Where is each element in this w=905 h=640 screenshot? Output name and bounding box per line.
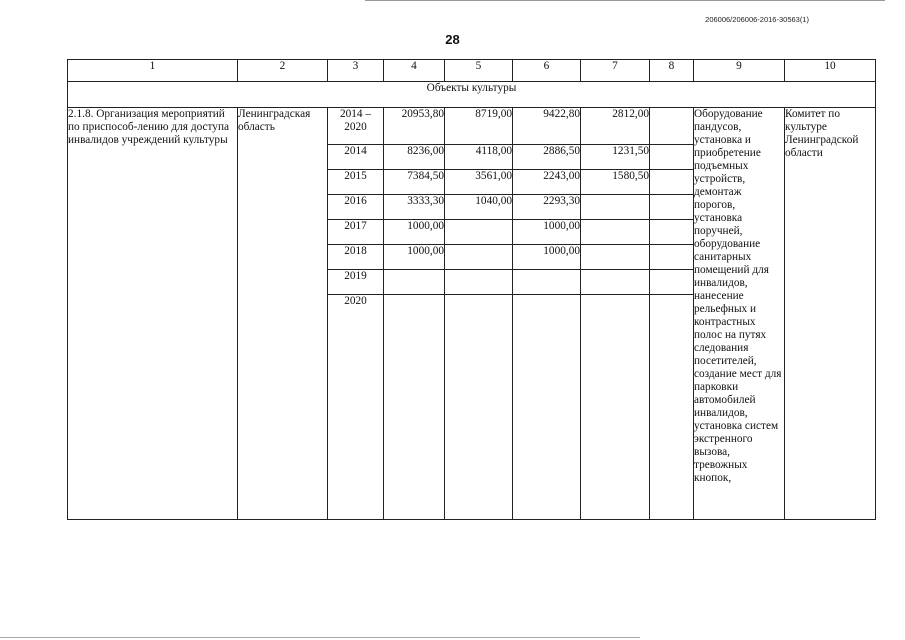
total-cell: 20953,80 bbox=[384, 108, 445, 145]
activity-description: 2.1.8. Организация мероприятий по приспособ-лению для доступа инвалидов учреждений культуры bbox=[68, 108, 238, 520]
value-cell bbox=[581, 270, 650, 295]
value-cell: 1580,50 bbox=[581, 170, 650, 195]
value-cell bbox=[650, 245, 694, 270]
column-header: 7 bbox=[581, 60, 650, 82]
value-cell: 4118,00 bbox=[445, 145, 513, 170]
column-header: 8 bbox=[650, 60, 694, 82]
value-cell bbox=[650, 270, 694, 295]
value-cell: 1000,00 bbox=[513, 220, 581, 245]
total-cell: 7384,50 bbox=[384, 170, 445, 195]
value-cell bbox=[650, 145, 694, 170]
value-cell bbox=[581, 195, 650, 220]
measures-cell: Оборудование пандусов, установка и приобретение подъемных устройств, демонтаж порогов, установка поручней, оборудование санитарных помещений для инвалидов, нанесение рельефных и контрастных полос на путях следования посетителей, создание мест для парковки автомобилей инвалидов, установка систем экстренного вызова, тревожных кнопок, bbox=[694, 108, 785, 520]
value-cell bbox=[650, 295, 694, 520]
value-cell bbox=[513, 270, 581, 295]
total-cell: 8236,00 bbox=[384, 145, 445, 170]
total-cell: 1000,00 bbox=[384, 245, 445, 270]
column-header: 9 bbox=[694, 60, 785, 82]
value-cell bbox=[445, 220, 513, 245]
column-header: 6 bbox=[513, 60, 581, 82]
year-cell: 2020 bbox=[328, 295, 384, 520]
responsible-cell: Комитет по культуре Ленинградской области bbox=[785, 108, 876, 520]
section-title: Объекты культуры bbox=[68, 82, 876, 108]
value-cell: 9422,80 bbox=[513, 108, 581, 145]
year-cell: 2014 – 2020 bbox=[328, 108, 384, 145]
year-cell: 2016 bbox=[328, 195, 384, 220]
year-cell: 2014 bbox=[328, 145, 384, 170]
value-cell: 1000,00 bbox=[513, 245, 581, 270]
total-cell bbox=[384, 295, 445, 520]
value-cell bbox=[581, 220, 650, 245]
value-cell bbox=[581, 295, 650, 520]
table-row bbox=[68, 108, 876, 145]
value-cell: 3561,00 bbox=[445, 170, 513, 195]
value-cell bbox=[650, 220, 694, 245]
year-cell: 2018 bbox=[328, 245, 384, 270]
page-number: 28 bbox=[445, 32, 460, 47]
value-cell: 2886,50 bbox=[513, 145, 581, 170]
column-header: 1 bbox=[68, 60, 238, 82]
value-cell bbox=[445, 270, 513, 295]
year-cell: 2019 bbox=[328, 270, 384, 295]
value-cell: 2243,00 bbox=[513, 170, 581, 195]
scan-artifact-line bbox=[365, 0, 885, 1]
value-cell bbox=[445, 245, 513, 270]
column-number-row bbox=[68, 60, 876, 82]
column-header: 4 bbox=[384, 60, 445, 82]
total-cell: 1000,00 bbox=[384, 220, 445, 245]
value-cell bbox=[650, 170, 694, 195]
value-cell: 1231,50 bbox=[581, 145, 650, 170]
document-code: 206006/206006-2016-30563(1) bbox=[705, 15, 809, 24]
section-row bbox=[68, 82, 876, 108]
column-header: 3 bbox=[328, 60, 384, 82]
value-cell bbox=[445, 295, 513, 520]
year-cell: 2015 bbox=[328, 170, 384, 195]
total-cell: 3333,30 bbox=[384, 195, 445, 220]
total-cell bbox=[384, 270, 445, 295]
value-cell bbox=[650, 195, 694, 220]
value-cell bbox=[581, 245, 650, 270]
column-header: 5 bbox=[445, 60, 513, 82]
value-cell: 2293,30 bbox=[513, 195, 581, 220]
year-cell: 2017 bbox=[328, 220, 384, 245]
value-cell bbox=[513, 295, 581, 520]
value-cell bbox=[650, 108, 694, 145]
value-cell: 1040,00 bbox=[445, 195, 513, 220]
schedule-table bbox=[67, 59, 876, 520]
region-cell: Ленинградская область bbox=[238, 108, 328, 520]
scan-artifact-line bbox=[0, 637, 640, 638]
value-cell: 8719,00 bbox=[445, 108, 513, 145]
column-header: 10 bbox=[785, 60, 876, 82]
value-cell: 2812,00 bbox=[581, 108, 650, 145]
column-header: 2 bbox=[238, 60, 328, 82]
